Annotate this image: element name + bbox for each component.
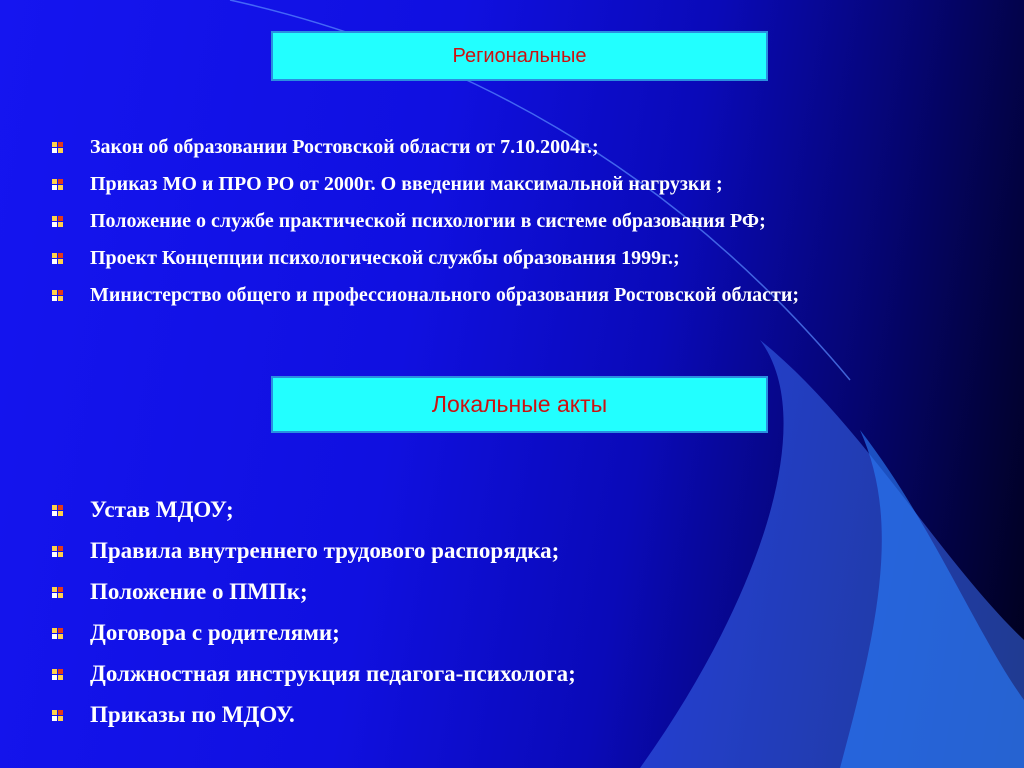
bullet-icon xyxy=(52,216,64,228)
bullet-icon xyxy=(52,546,64,558)
regional-title-box xyxy=(271,31,768,81)
bullet-icon xyxy=(52,628,64,640)
list-item xyxy=(0,170,970,198)
list-item-text: Устав МДОУ; xyxy=(90,497,234,522)
list-item-text: Должностная инструкция педагога-психолога; xyxy=(90,661,576,686)
list-item xyxy=(0,281,910,309)
regional-list xyxy=(0,133,970,318)
bullet-icon xyxy=(52,142,64,154)
list-item xyxy=(0,576,970,608)
list-item-text: Положение о ПМПк; xyxy=(90,579,308,604)
list-item xyxy=(0,535,970,567)
list-item xyxy=(0,133,970,161)
list-item-text: Правила внутреннего трудового распорядка; xyxy=(90,538,560,563)
bullet-icon xyxy=(52,710,64,722)
bullet-icon xyxy=(52,290,64,302)
list-item-text: Договора с родителями; xyxy=(90,620,340,645)
list-item-text: Положение о службе практической психологии в системе образования РФ; xyxy=(90,210,766,232)
list-item xyxy=(0,244,970,272)
list-item-text: Приказ МО и ПРО РО от 2000г. О введении максимальной нагрузки ; xyxy=(90,173,723,195)
list-item xyxy=(0,207,970,235)
bullet-icon xyxy=(52,505,64,517)
regional-title: Региональные xyxy=(452,44,587,67)
list-item-text: Приказы по МДОУ. xyxy=(90,702,295,727)
bullet-icon xyxy=(52,179,64,191)
bullet-icon xyxy=(52,669,64,681)
bullet-icon xyxy=(52,253,64,265)
list-item xyxy=(0,494,970,526)
list-item xyxy=(0,658,970,690)
local-acts-title: Локальные акты xyxy=(431,391,608,417)
list-item-text: Проект Концепции психологической службы образования 1999г.; xyxy=(90,247,680,269)
list-item-text: Министерство общего и профессионального образования Ростовской области; xyxy=(90,284,800,306)
list-item-text: Закон об образовании Ростовской области от 7.10.2004г.; xyxy=(90,136,599,158)
local-acts-title-box xyxy=(271,376,768,433)
bullet-icon xyxy=(52,587,64,599)
list-item xyxy=(0,617,970,649)
local-acts-list xyxy=(0,494,970,740)
list-item xyxy=(0,699,970,731)
